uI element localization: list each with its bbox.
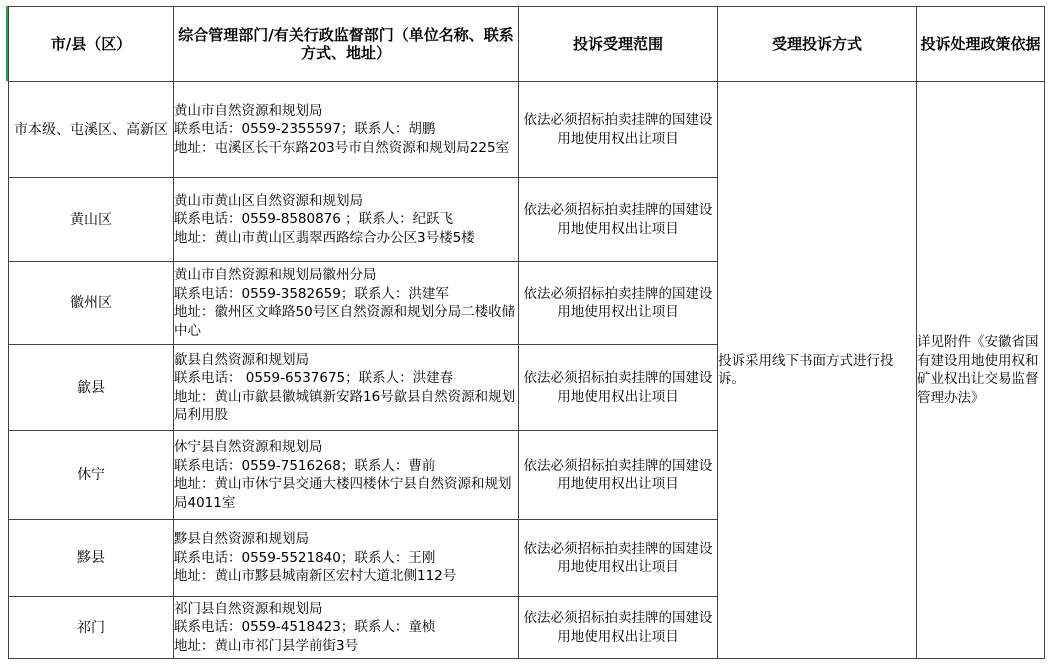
dept-cell[interactable] bbox=[174, 431, 519, 520]
dept-name: 黟县自然资源和规划局 bbox=[174, 531, 309, 548]
dept-phone: 联系电话： 0559-6537675；联系人：洪建春 bbox=[174, 370, 454, 386]
policy-cell[interactable]: 详见附件《安徽省国有建设用地使用权和矿业权出让交易监督管理办法》 bbox=[917, 82, 1045, 659]
city-cell[interactable]: 歙县 bbox=[9, 345, 174, 431]
city-cell[interactable]: 祁门 bbox=[9, 597, 174, 659]
dept-address: 地址：黄山市祁门县学前街3号 bbox=[174, 637, 359, 654]
dept-phone: 联系电话：0559-8580876 ；联系人：纪跃飞 bbox=[174, 211, 454, 228]
city-cell[interactable]: 黟县 bbox=[9, 520, 174, 597]
city-cell[interactable]: 休宁 bbox=[9, 431, 174, 520]
header-method[interactable]: 受理投诉方式 bbox=[718, 7, 917, 82]
dept-address: 地址：屯溪区长干东路203号市自然资源和规划局225室 bbox=[174, 139, 510, 156]
city-cell[interactable]: 市本级、屯溪区、高新区 bbox=[9, 82, 174, 178]
dept-cell[interactable] bbox=[174, 262, 519, 345]
dept-name: 歙县自然资源和规划局 bbox=[174, 351, 309, 368]
dept-cell[interactable] bbox=[174, 520, 519, 597]
dept-cell[interactable] bbox=[174, 597, 519, 659]
city-cell[interactable]: 徽州区 bbox=[9, 262, 174, 345]
scope-cell[interactable]: 依法必须招标拍卖挂牌的国建设用地使用权出让项目 bbox=[519, 597, 718, 659]
dept-phone: 联系电话：0559-4518423；联系人：童桢 bbox=[174, 619, 436, 636]
table-row bbox=[9, 82, 1045, 178]
header-city[interactable]: 市/县（区） bbox=[9, 7, 174, 82]
scope-cell[interactable]: 依法必须招标拍卖挂牌的国建设用地使用权出让项目 bbox=[519, 262, 718, 345]
scope-cell[interactable]: 依法必须招标拍卖挂牌的国建设用地使用权出让项目 bbox=[519, 178, 718, 262]
dept-name: 黄山市自然资源和规划局 bbox=[174, 102, 323, 119]
dept-phone: 联系电话：0559-7516268；联系人：曹前 bbox=[174, 457, 436, 474]
scope-cell[interactable]: 依法必须招标拍卖挂牌的国建设用地使用权出让项目 bbox=[519, 82, 718, 178]
header-row bbox=[9, 7, 1045, 82]
dept-cell[interactable] bbox=[174, 82, 519, 178]
header-policy[interactable]: 投诉处理政策依据 bbox=[917, 7, 1045, 82]
scope-cell[interactable]: 依法必须招标拍卖挂牌的国建设用地使用权出让项目 bbox=[519, 431, 718, 520]
dept-address: 地址：黄山市歙县徽城镇新安路16号歙县自然资源和规划局利用股 bbox=[174, 388, 516, 423]
header-scope[interactable]: 投诉受理范围 bbox=[519, 7, 718, 82]
dept-address: 地址：徽州区文峰路50号区自然资源和规划分局二楼收储中心 bbox=[174, 304, 516, 339]
dept-cell[interactable] bbox=[174, 345, 519, 431]
complaint-table bbox=[8, 6, 1045, 659]
method-cell[interactable]: 投诉采用线下书面方式进行投诉。 bbox=[718, 82, 917, 659]
dept-phone: 联系电话：0559-5521840；联系人：王刚 bbox=[174, 549, 436, 566]
dept-address: 地址：黄山市黟县城南新区宏村大道北侧112号 bbox=[174, 568, 457, 585]
dept-phone: 联系电话：0559-2355597；联系人：胡鹏 bbox=[174, 121, 436, 138]
city-cell[interactable]: 黄山区 bbox=[9, 178, 174, 262]
dept-address: 地址：黄山市黄山区翡翠西路综合办公区3号楼5楼 bbox=[174, 229, 475, 246]
dept-name: 祁门县自然资源和规划局 bbox=[174, 600, 323, 617]
scope-cell[interactable]: 依法必须招标拍卖挂牌的国建设用地使用权出让项目 bbox=[519, 345, 718, 431]
dept-cell[interactable] bbox=[174, 178, 519, 262]
dept-phone: 联系电话：0559-3582659；联系人：洪建军 bbox=[174, 285, 449, 302]
scope-cell[interactable]: 依法必须招标拍卖挂牌的国建设用地使用权出让项目 bbox=[519, 520, 718, 597]
dept-name: 黄山市自然资源和规划局徽州分局 bbox=[174, 267, 377, 283]
header-dept[interactable]: 综合管理部门/有关行政监督部门（单位名称、联系方式、地址） bbox=[174, 7, 519, 82]
dept-name: 休宁县自然资源和规划局 bbox=[174, 439, 323, 455]
dept-name: 黄山市黄山区自然资源和规划局 bbox=[174, 192, 363, 209]
dept-address: 地址：黄山市休宁县交通大楼四楼休宁县自然资源和规划局4011室 bbox=[174, 476, 512, 511]
